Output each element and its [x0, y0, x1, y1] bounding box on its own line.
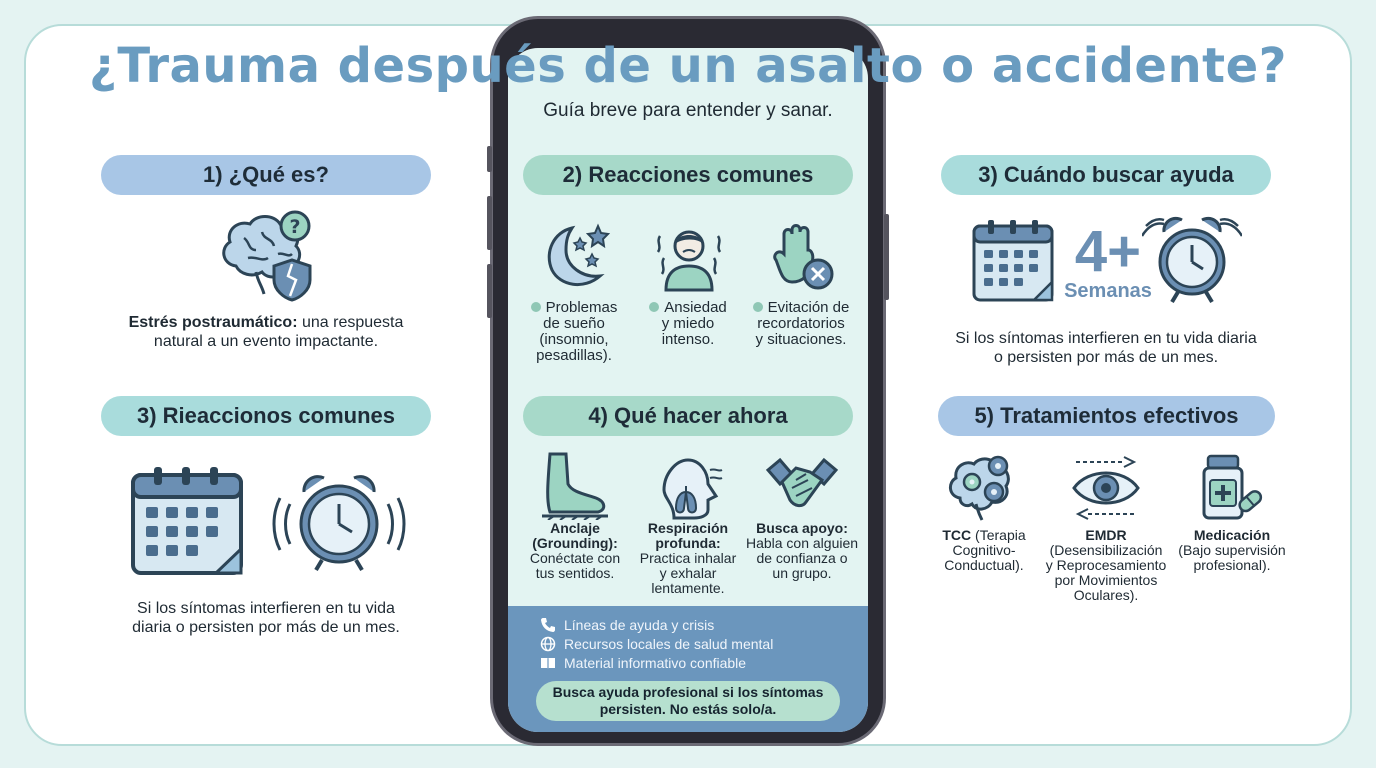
weeks-number: 4+	[1074, 219, 1142, 284]
resource-item-material[interactable]: Material informativo confiable	[540, 655, 746, 671]
svg-text:?: ?	[289, 216, 301, 238]
tratamiento-medicacion: Medicación (Bajo supervisión profesional).	[1178, 527, 1286, 573]
accion-respiracion: Respiración profunda: Practica inhalar y exhalar lentamente.	[639, 520, 737, 596]
phone-volume-button	[487, 196, 492, 250]
stop-hand-icon	[766, 222, 836, 292]
left-reacciones-description: Si los síntomas interfieren en tu vida diaria o persisten por más de un mes.	[132, 600, 400, 636]
resource-item-helplines[interactable]: Líneas de ayuda y crisis	[540, 617, 714, 633]
reaccion-item-sueno: Problemas de sueño (insomnio, pesadillas).	[521, 300, 627, 364]
phone-volume-button	[487, 264, 492, 318]
calendar-icon	[972, 218, 1054, 302]
section-heading-reacciones-left: 3) Rieaccionos comunes	[101, 396, 431, 436]
calendar-icon	[130, 465, 244, 577]
ptsd-term: Estrés postraumático:	[128, 314, 298, 331]
accion-apoyo: Busca apoyo: Habla con alguien de confianza o un grupo.	[745, 520, 859, 581]
page-title: ¿Trauma después de un asalto o accidente?	[89, 38, 1287, 94]
section-heading-que-hacer: 4) Qué hacer ahora	[523, 396, 853, 436]
lungs-breathing-icon	[654, 450, 724, 520]
section-heading-tratamientos: 5) Tratamientos efectivos	[938, 396, 1275, 436]
eye-icon	[1070, 456, 1142, 520]
globe-icon	[540, 636, 556, 652]
alarm-clock-icon	[272, 470, 406, 574]
medication-bottle-icon	[1200, 452, 1264, 522]
tratamiento-tcc: TCC (Terapia Cognitivo- Conductual).	[942, 527, 1026, 573]
que-es-description: Estrés postraumático: una respuesta natural a un evento impactante.	[128, 314, 404, 350]
phone-side-button	[487, 146, 492, 172]
phone-icon	[540, 617, 556, 633]
tratamiento-emdr: EMDR (Desensibilización y Reprocesamiento por Movimientos Oculares).	[1045, 527, 1167, 603]
section-heading-reacciones: 2) Reacciones comunes	[523, 155, 853, 195]
cuando-description: Si los síntomas interfieren en tu vida diaria o persisten por más de un mes.	[955, 330, 1257, 366]
weeks-unit: Semanas	[1064, 280, 1152, 302]
resource-item-local[interactable]: Recursos locales de salud mental	[540, 636, 773, 652]
reaccion-item-ansiedad: Ansiedad y miedo intenso.	[632, 300, 744, 348]
reaccion-item-evitacion: Evitación de recordatorios y situaciones.	[742, 300, 860, 348]
accion-anclaje: Anclaje (Grounding): Conéctate con tus sentidos.	[529, 520, 621, 581]
moon-stars-icon	[542, 222, 612, 292]
phone-power-button	[884, 214, 889, 300]
anxious-person-icon	[654, 222, 724, 292]
section-heading-que-es: 1) ¿Qué es?	[101, 155, 431, 195]
handshake-icon	[766, 450, 838, 520]
section-heading-cuando: 3) Cuándo buscar ayuda	[941, 155, 1271, 195]
alarm-clock-icon	[1142, 212, 1242, 304]
book-icon	[540, 655, 556, 671]
brain-shield-icon	[218, 208, 318, 304]
brain-gears-icon	[946, 452, 1016, 522]
subtitle: Guía breve para entender y sanar.	[543, 100, 833, 121]
cta-banner[interactable]: Busca ayuda profesional si los síntomas persisten. No estás solo/a.	[536, 681, 840, 721]
foot-grounding-icon	[540, 450, 610, 520]
